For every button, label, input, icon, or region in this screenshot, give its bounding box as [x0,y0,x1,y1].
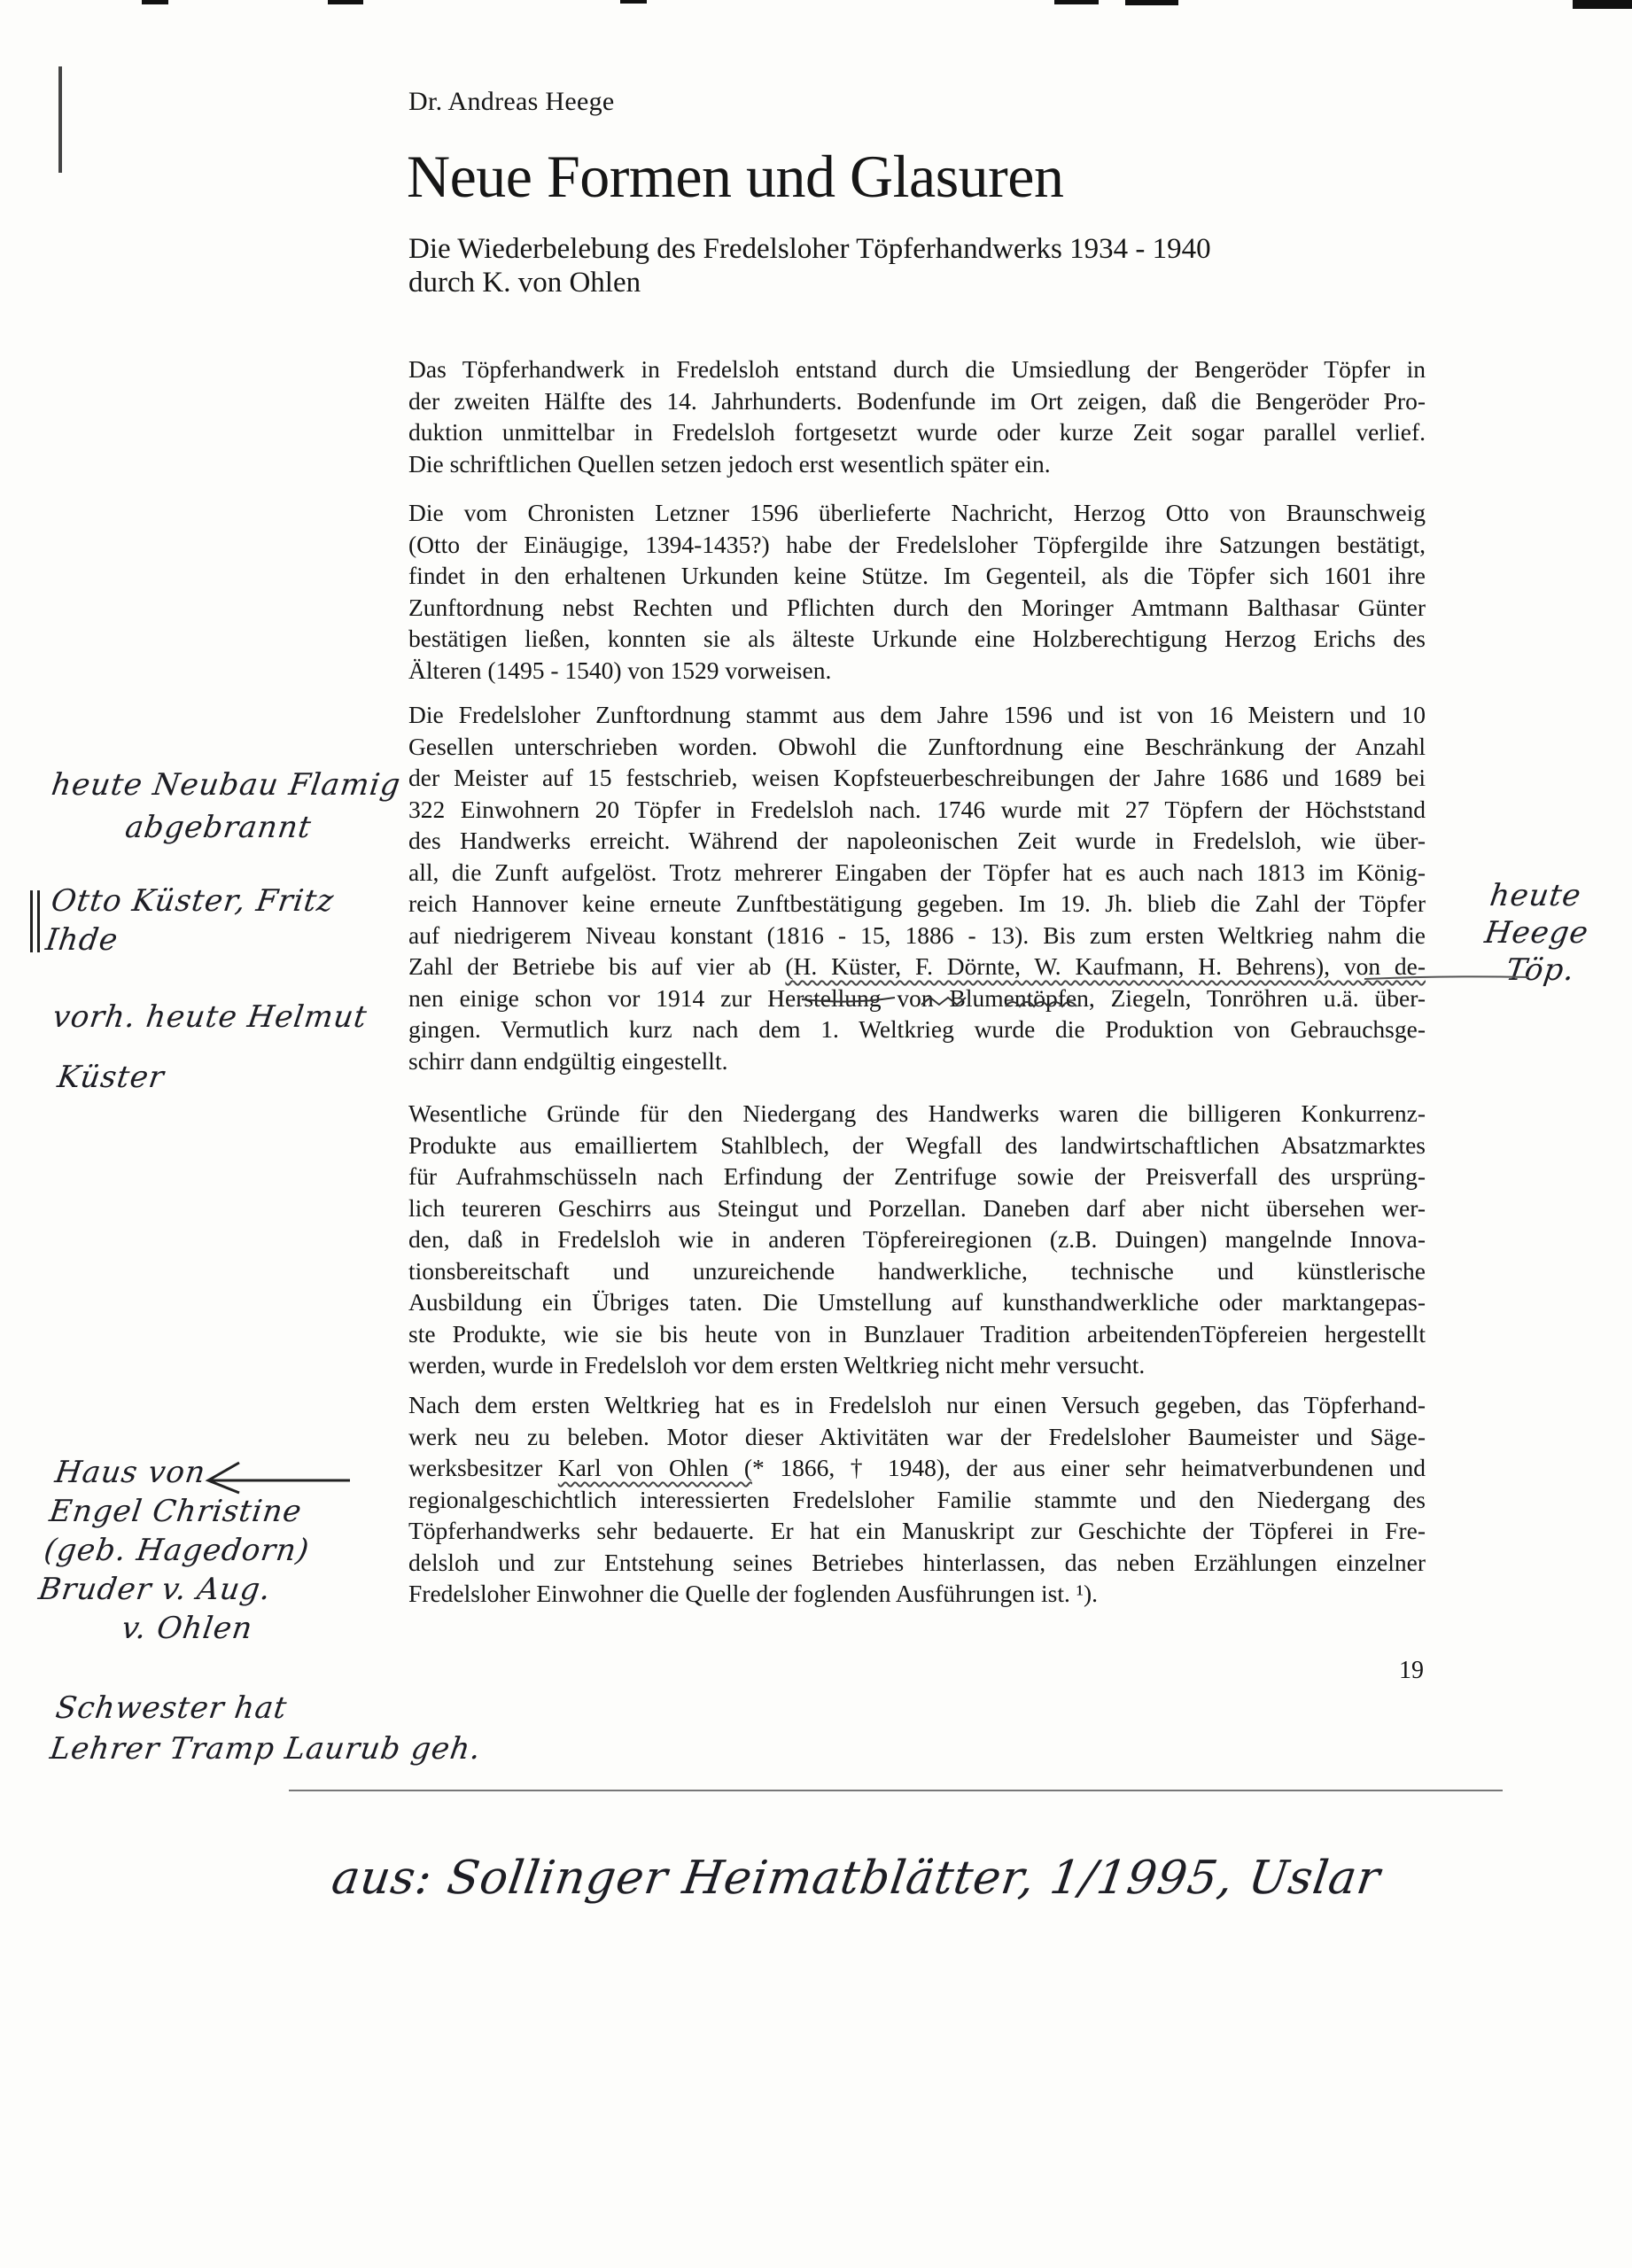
note-line: Lehrer Tramp Laurub geh. [47,1731,484,1767]
text-line: (Otto der Einäugige, 1394-1435?) habe der Fredelsloher Töpfergilde ihre Satzungen bestätigt, [408,530,1426,558]
text-segment: * 1866, † 1948), der aus einer sehr heimatverbundenen und [752,1454,1426,1481]
note-line: Otto Küster, Fritz [49,883,337,919]
note-line: Töp. [1504,952,1578,988]
paragraph [408,353,1426,479]
paragraph [408,1098,1426,1381]
text-line: Zunftordnung nebst Rechten und Pflichten durch den Moringer Amtmann Balthasar Günter [408,593,1426,621]
note-line: Küster [55,1060,167,1095]
horizontal-rule [289,1790,1503,1791]
text-line: gingen. Vermutlich kurz nach dem 1. Weltkrieg wurde die Produktion von Gebrauchsge- [408,1015,1426,1043]
subtitle-line: Die Wiederbelebung des Fredelsloher Töpferhandwerks 1934 - 1940 [408,233,1211,265]
handwritten-note [42,997,369,1098]
text-line: delsloh und zur Entstehung seines Betriebes hinterlassen, das neben Erzählungen einzelner [408,1548,1426,1576]
underlined-text: (H. Küster, F. Dörnte, W. Kaufmann, H. Behrens), von de- [785,952,1426,980]
text-line: Gesellen unterschrieben worden. Obwohl die Zunftordnung eine Beschränkung der Anzahl [408,732,1426,760]
note-line: vorh. heute Helmut [50,999,369,1035]
text-line: schirr dann endgültig eingestellt. [408,1046,728,1075]
text-line: nen einige schon vor 1914 zur Herstellung von Blumentöpfen, Ziegeln, Tonröhren u.ä. über- [408,983,1426,1012]
text-line: Wesentliche Gründe für den Niedergang des Handwerks waren die billigeren Konkurrenz- [408,1099,1426,1127]
text-line: des Handwerks erreicht. Während der napoleonischen Zeit wurde in Fredelsloh, wie über- [408,827,1426,854]
note-line: Ihde [43,922,120,958]
arrow-left-icon [199,1457,359,1497]
text-line: ste Produkte, wie sie bis heute von in Bunzlauer Tradition arbeitendenTöpfereien hergestellt [408,1319,1426,1348]
text-line: all, die Zunft aufgelöst. Trotz mehrerer Eingaben der Töpfer hat es auch nach 1813 im König- [408,858,1426,886]
margin-vertical-mark [58,66,62,173]
text-line: für Aufrahmschüsseln nach Erfindung der Zentrifuge sowie der Preisverfall des ursprüng- [408,1162,1426,1190]
margin-double-bar [30,890,33,952]
underlined-text: Karl von Ohlen ( [557,1454,752,1481]
text-line: Die vom Chronisten Letzner 1596 überlieferte Nachricht, Herzog Otto von Braunschweig [408,499,1426,526]
text-line: werden, wurde in Fredelsloh vor dem ersten Weltkrieg nicht mehr versucht. [408,1351,1146,1379]
text-line: Nach dem ersten Weltkrieg hat es in Fredelsloh nur einen Versuch gegeben, das Töpferhand- [408,1391,1426,1418]
text-line: Fredelsloher Einwohner die Quelle der foglenden Ausführungen ist. ¹). [408,1580,1099,1607]
handwritten-note [43,764,403,849]
margin-double-bar [37,890,40,952]
text-line: findet in den erhaltenen Urkunden keine Stütze. Im Gegenteil, als die Töpfer sich 1601 ihre [408,562,1426,589]
wavy-scribble [60,1037,196,1057]
page-number: 19 [1399,1657,1424,1684]
text-line: tionsbereitschaft und unzureichende handwerkliche, technische und künstlerische [408,1256,1426,1285]
text-line: reich Hannover keine erneute Zunftbestätigung gegeben. Im 19. Jh. blieb die Zahl der Töpfer [408,889,1426,917]
text-segment: werksbesitzer [408,1454,558,1481]
text-line: Töpferhandwerks sehr bedauerte. Er hat ein Manuskript zur Geschichte der Töpferei in Fre- [408,1517,1426,1544]
note-line: Heege [1482,915,1591,951]
text-line: Ausbildung ein Übriges taten. Die Umstellung auf kunsthandwerkliche oder marktangepas- [408,1288,1426,1316]
scan-mark [620,0,647,4]
note-line: heute Neubau Flamig [49,767,403,803]
text-line: regionalgeschichtlich interessierten Fredelsloher Familie stammte und den Niedergang des [408,1485,1426,1513]
text-line: Älteren (1495 - 1540) von 1529 vorweisen. [408,656,832,684]
text-line: der Meister auf 15 festschrieb, weisen Kopfsteuerbeschreibungen der Jahre 1686 und 1689 bei [408,764,1426,791]
note-line: abgebrannt [122,810,315,845]
subtitle-line: durch K. von Ohlen [408,267,641,299]
pointer-line [1364,970,1533,988]
paragraph [408,699,1426,1076]
note-line: heute [1488,878,1584,913]
scan-mark [1573,0,1632,9]
text-line [408,1452,1426,1484]
text-line: werk neu zu beleben. Motor dieser Aktivitäten war der Fredelsloher Baumeister und Säge- [408,1422,1426,1450]
text-line: duktion unmittelbar in Fredelsloh fortgesetzt wurde oder kurze Zeit sogar parallel verlief. [408,418,1426,446]
scribble-marks [797,992,1134,1019]
text-line: Das Töpferhandwerk in Fredelsloh entstand durch die Umsiedlung der Bengeröder Töpfer in [408,355,1426,383]
text-line: der zweiten Hälfte des 14. Jahrhunderts. Bodenfunde im Ort zeigen, daß die Bengeröder Pro- [408,386,1426,415]
handwritten-note [48,1688,490,1769]
note-line: Bruder v. Aug. [36,1572,274,1607]
author-name: Dr. Andreas Heege [408,87,615,116]
article-title: Neue Formen und Glasuren [407,143,1064,210]
handwritten-source-note: aus: Sollinger Heimatblätter, 1/1995, Uslar [328,1852,1384,1905]
text-line: 322 Einwohnern 20 Töpfer in Fredelsloh nach. 1746 wurde mit 27 Töpfern der Höchststand [408,795,1426,823]
text-line [408,951,1426,983]
text-line: Die Fredelsloher Zunftordnung stammt aus dem Jahre 1596 und ist von 16 Meistern und 10 [408,701,1426,728]
note-line: Schwester hat [53,1690,290,1726]
text-line: bestätigen ließen, konnten sie als älteste Urkunde eine Holzberechtigung Herzog Erichs des [408,625,1426,652]
paragraph [408,497,1426,686]
text-line: den, daß in Fredelsloh wie in anderen Töpfereiregionen (z.B. Duingen) mangelnde Innova- [408,1225,1426,1253]
text-line: Produkte aus emailliertem Stahlblech, der Wegfall des landwirtschaftlichen Absatzmarktes [408,1130,1426,1159]
scan-mark [142,0,168,4]
paragraph [408,1389,1426,1610]
scan-mark [1054,0,1099,4]
scan-mark [1125,0,1178,5]
scan-mark [328,0,363,4]
note-line: (geb. Hagedorn) [42,1533,312,1568]
note-line: v. Ohlen [119,1611,255,1646]
text-segment: Zahl der Betriebe bis auf vier ab [408,952,786,980]
handwritten-note [43,882,337,959]
note-line: Engel Christine [47,1494,305,1529]
text-line: lich teureren Geschirrs aus Steingut und Porzellan. Daneben darf aber nicht übersehen wer- [408,1193,1426,1222]
article-subtitle [408,232,1211,299]
note-line: Haus von [52,1455,208,1490]
text-line: Die schriftlichen Quellen setzen jedoch erst wesentlich später ein. [408,449,1051,478]
text-line: auf niedrigerem Niveau konstant (1816 - 15, 1886 - 13). Bis zum ersten Weltkrieg nahm die [408,920,1426,949]
